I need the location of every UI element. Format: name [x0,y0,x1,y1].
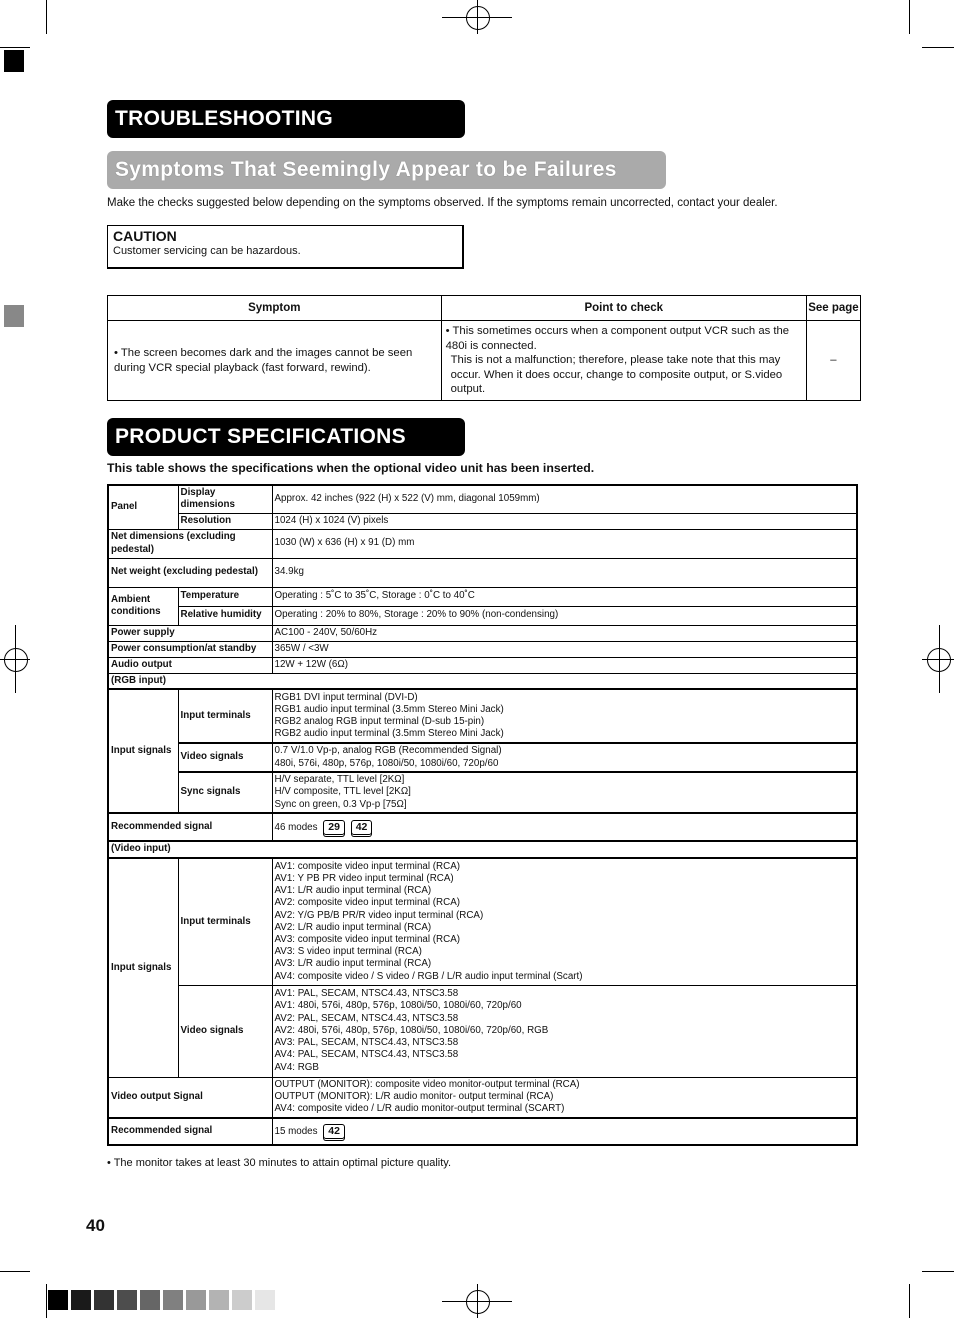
page-number: 40 [86,1216,105,1235]
value-line: AV1: PAL, SECAM, NTSC4.43, NTSC3.58 [274,988,459,1000]
side-tab-marker [4,50,24,72]
point-to-check-line: • This sometimes occurs when a component output VCR such as the 480i is connected. [445,325,790,352]
value-line: OUTPUT (MONITOR): composite video monitor-output terminal (RCA) [274,1078,580,1090]
table-row [108,772,857,813]
see-page-cell: – [806,321,860,401]
table-row [108,858,857,985]
value-line: Sync on green, 0.3 Vp-p [75Ω] [274,798,407,810]
value-line: RGB1 DVI input terminal (DVI-D) [274,691,418,703]
page-reference-icon[interactable]: 42 [351,820,373,835]
column-header-symptom: Symptom [108,296,442,321]
product-specifications-heading: PRODUCT SPECIFICATIONS [107,418,465,456]
color-swatch [232,1290,252,1310]
table-row [108,673,857,689]
value-line: AV2: 480i, 576i, 480p, 576p, 1080i/50, 1080i/60, 720p/60, RGB [274,1024,549,1036]
value-line: AV1: L/R audio input terminal (RCA) [274,885,432,897]
row-label-ambient-conditions: Ambient conditions [108,587,178,625]
value-rgb-input-terminals [272,689,857,743]
value-relative-humidity: Operating : 20% to 80%, Storage : 20% to 90% (non-condensing) [272,606,857,625]
column-header-point-to-check: Point to check [441,296,806,321]
value-power-supply: AC100 - 240V, 50/60Hz [272,625,857,641]
color-swatch [94,1290,114,1310]
value-line: AV3: PAL, SECAM, NTSC4.43, NTSC3.58 [274,1037,459,1049]
recommended-modes-text: 46 modes [274,821,318,833]
value-line: AV2: L/R audio input terminal (RCA) [274,921,432,933]
page-reference-icon[interactable]: 42 [323,1124,345,1139]
row-label-rgb-video-signals: Video signals [178,743,272,772]
crop-mark [46,0,47,34]
table-row [108,813,857,841]
value-line: AV4: RGB [274,1061,319,1073]
page-reference-icon[interactable]: 29 [323,820,345,835]
crop-mark [922,1271,954,1272]
table-row [108,321,861,401]
value-line: RGB1 audio input terminal (3.5mm Stereo Mini Jack) [274,703,504,715]
row-label-video-recommended-signal: Recommended signal [108,1118,272,1145]
table-row [108,743,857,772]
value-temperature: Operating : 5˚C to 35˚C, Storage : 0˚C to 40˚C [272,587,857,606]
color-swatch [71,1290,91,1310]
caution-title: CAUTION [113,228,177,244]
registration-mark [477,1284,478,1318]
recommended-modes-text: 15 modes [274,1126,318,1137]
color-swatch [163,1290,183,1310]
table-row [108,529,857,558]
table-row [108,985,857,1077]
registration-mark [466,1290,490,1314]
specifications-table [107,484,858,1146]
side-tab-marker [4,305,24,327]
value-line: AV4: composite video / L/R audio monitor-output terminal (SCART) [274,1103,565,1115]
row-label-rgb-input-signals: Input signals [108,689,178,813]
value-line: AV3: S video input terminal (RCA) [274,946,422,958]
table-row [108,1077,857,1118]
table-row [108,606,857,625]
color-swatch [48,1290,68,1310]
section-label-rgb-input: (RGB input) [108,673,857,689]
value-line: AV2: PAL, SECAM, NTSC4.43, NTSC3.58 [274,1012,459,1024]
value-display-dimensions: Approx. 42 inches (922 (H) x 522 (V) mm, diagonal 1059mm) [272,485,857,513]
value-rgb-recommended-signal [272,813,857,841]
value-line: AV4: PAL, SECAM, NTSC4.43, NTSC3.58 [274,1049,459,1061]
value-net-dimensions: 1030 (W) x 636 (H) x 91 (D) mm [272,529,857,558]
table-row [108,657,857,673]
value-line: 0.7 V/1.0 Vp-p, analog RGB (Recommended Signal) [274,745,502,757]
row-label-video-input-terminals: Input terminals [178,858,272,985]
caution-text: Customer servicing can be hazardous. [113,245,301,257]
registration-mark [466,6,490,30]
row-label-net-weight: Net weight (excluding pedestal) [108,558,272,587]
row-label-relative-humidity: Relative humidity [178,606,272,625]
value-line: AV3: composite video input terminal (RCA) [274,933,460,945]
troubleshooting-intro: Make the checks suggested below depending on the symptoms observed. If the symptoms remain uncorrected, contact your dealer. [107,197,778,209]
crop-mark [0,1271,30,1272]
row-label-audio-output: Audio output [108,657,272,673]
value-line: H/V composite, TTL level [2KΩ] [274,786,411,798]
table-row [108,485,857,513]
table-row [108,689,857,743]
table-row [108,558,857,587]
value-video-input-terminals [272,858,857,985]
color-swatch [140,1290,160,1310]
value-line: AV3: L/R audio input terminal (RCA) [274,958,432,970]
row-label-video-input-signals: Input signals [108,858,178,1077]
table-row [108,513,857,529]
symptom-cell: • The screen becomes dark and the images cannot be seen during VCR special playback (fast forward, rewind). [108,321,442,401]
footnote: • The monitor takes at least 30 minutes to attain optimal picture quality. [107,1157,452,1169]
value-line: AV1: composite video input terminal (RCA) [274,860,460,872]
registration-mark [15,625,16,693]
table-row [108,1118,857,1145]
value-line: AV1: 480i, 576i, 480p, 576p, 1080i/50, 1080i/60, 720p/60 [274,1000,522,1012]
registration-mark [4,648,28,672]
row-label-video-video-signals: Video signals [178,985,272,1077]
value-video-recommended-signal [272,1118,857,1145]
row-label-net-dimensions: Net dimensions (excluding pedestal) [108,529,272,558]
registration-mark [922,659,954,660]
value-line: AV1: Y PB PR video input terminal (RCA) [274,872,454,884]
value-video-output-signal [272,1077,857,1118]
symptoms-heading: Symptoms That Seemingly Appear to be Failures [107,151,666,189]
crop-mark [922,47,954,48]
point-to-check-line: This is not a malfunction; therefore, please take note that this may occur. When it does occur, change to composite output, or S.video output. [450,354,783,396]
troubleshooting-heading: TROUBLESHOOTING [107,100,465,138]
value-power-consumption: 365W / <3W [272,641,857,657]
table-row [108,641,857,657]
value-line: AV4: composite video / S video / RGB / L/R audio input terminal (Scart) [274,970,583,982]
table-row [108,841,857,858]
crop-mark [909,1284,910,1318]
value-line: RGB2 audio input terminal (3.5mm Stereo Mini Jack) [274,728,504,740]
value-line: AV2: Y/G PB/B PR/R video input terminal (RCA) [274,909,484,921]
color-swatch [117,1290,137,1310]
row-label-temperature: Temperature [178,587,272,606]
row-label-display-dimensions: Display dimensions [178,485,272,513]
value-rgb-video-signals [272,743,857,772]
row-label-resolution: Resolution [178,513,272,529]
row-label-rgb-recommended-signal: Recommended signal [108,813,272,841]
row-label-rgb-sync-signals: Sync signals [178,772,272,813]
color-swatch [255,1290,275,1310]
table-row [108,587,857,606]
crop-mark [46,1284,47,1318]
row-label-video-output-signal: Video output Signal [108,1077,272,1118]
registration-mark [939,625,940,693]
troubleshooting-table [107,295,861,401]
value-line: AV2: composite video input terminal (RCA) [274,897,460,909]
row-label-panel: Panel [108,485,178,529]
specs-intro: This table shows the specifications when the optional video unit has been inserted. [107,461,595,475]
row-label-power-supply: Power supply [108,625,272,641]
point-to-check-cell [441,321,806,401]
column-header-see-page: See page [806,296,860,321]
crop-mark [909,0,910,34]
color-swatch [209,1290,229,1310]
registration-mark [477,0,478,34]
color-swatch [186,1290,206,1310]
crop-mark [0,47,30,48]
caution-box [107,225,464,269]
table-row [108,625,857,641]
value-line: H/V separate, TTL level [2KΩ] [274,774,405,786]
row-label-rgb-input-terminals: Input terminals [178,689,272,743]
section-label-video-input: (Video input) [108,841,857,858]
value-rgb-sync-signals [272,772,857,813]
value-net-weight: 34.9kg [272,558,857,587]
value-line: RGB2 analog RGB input terminal (D-sub 15-pin) [274,716,485,727]
value-line: 480i, 576i, 480p, 576p, 1080i/50, 1080i/60, 720p/60 [274,757,499,769]
value-audio-output: 12W + 12W (6Ω) [272,657,857,673]
row-label-power-consumption: Power consumption/at standby [108,641,272,657]
value-resolution: 1024 (H) x 1024 (V) pixels [272,513,857,529]
value-video-video-signals [272,985,857,1077]
value-line: OUTPUT (MONITOR): L/R audio monitor- output terminal (RCA) [274,1091,554,1103]
